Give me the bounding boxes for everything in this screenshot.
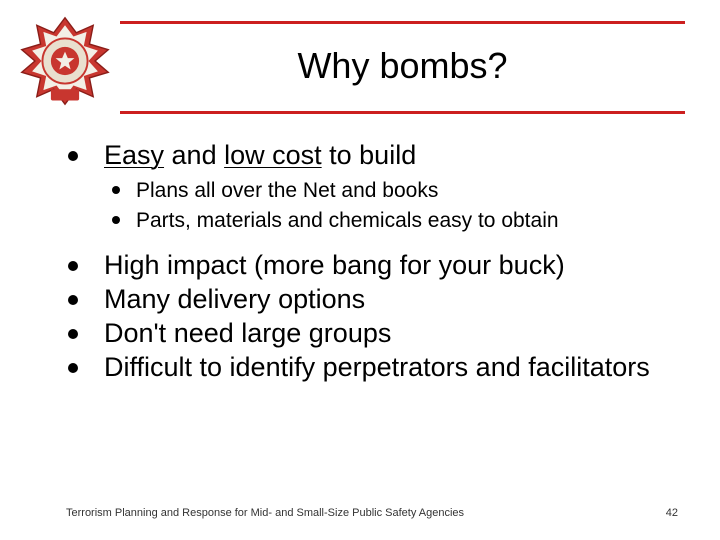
sub-bullet-item (68, 176, 688, 206)
bullet-text: High impact (more bang for your buck) (104, 250, 565, 280)
sub-bullet-list (68, 176, 688, 236)
bullet-text: Difficult to identify perpetrators and facilitators (104, 352, 650, 382)
bullet-dot-icon (112, 186, 120, 194)
text-to-build: to build (321, 140, 417, 170)
bullet-dot-icon (68, 295, 78, 305)
bullet-item (68, 350, 688, 384)
bullet-dot-icon (68, 151, 78, 161)
header-rule-top (120, 21, 685, 24)
bullet-list (68, 138, 688, 384)
sub-bullet-text: Plans all over the Net and books (136, 179, 439, 202)
slide-title: Why bombs? (297, 45, 508, 86)
bullet-item-easy-low-cost (68, 138, 688, 172)
bullet-item (68, 248, 688, 282)
text-easy: Easy (104, 140, 165, 170)
bullet-item (68, 316, 688, 350)
bullet-dot-icon (68, 363, 78, 373)
sub-bullet-text: Parts, materials and chemicals easy to obtain (136, 209, 559, 232)
bullet-dot-icon (68, 261, 78, 271)
slide-footer: Terrorism Planning and Response for Mid- and Small-Size Public Safety Agencies (66, 507, 465, 519)
bullet-text: Many delivery options (104, 284, 366, 314)
text-low-cost: low cost (224, 140, 322, 170)
bullet-dot-icon (112, 216, 120, 224)
bullet-item (68, 282, 688, 316)
bullet-text: Don't need large groups (104, 318, 392, 348)
text-and: and (164, 140, 225, 170)
bullet-dot-icon (68, 329, 78, 339)
sub-bullet-item (68, 206, 688, 236)
firefighter-maltese-cross-logo (18, 14, 112, 108)
header-rule-bottom (120, 111, 685, 114)
page-number: 42 (665, 507, 678, 519)
